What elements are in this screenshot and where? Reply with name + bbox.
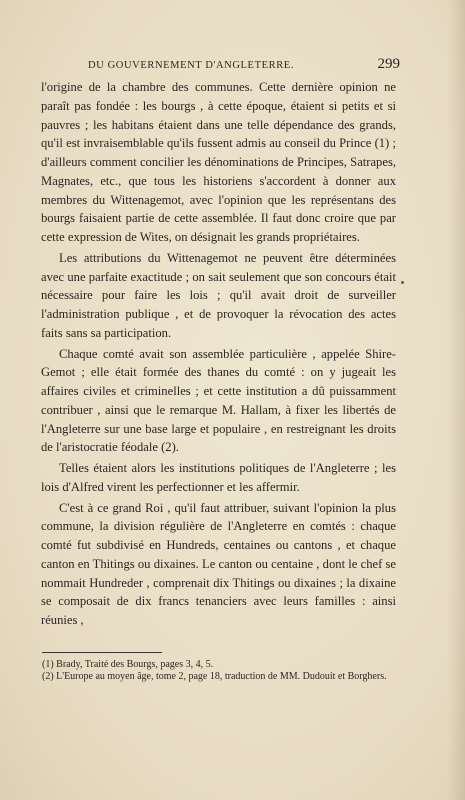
body-text bbox=[41, 78, 396, 630]
page-header bbox=[88, 56, 400, 73]
footnote: (1) Brady, Traité des Bourgs, pages 3, 4, 5. bbox=[42, 659, 214, 670]
footnote-rule bbox=[42, 652, 162, 653]
paragraph: Les attributions du Wittenagemot ne peuvent être déterminées avec une parfaite exactitude ; on sait seulement que son concours était nécessaire pour faire les lois ; qu'il avait droit de surveiller l'administration publique , et de provoquer la révocation des actes faits sans sa participation. bbox=[41, 250, 396, 340]
paragraph: Chaque comté avait son assemblée particulière , appelée Shire-Gemot ; elle était formée des thanes du comté : on y jugeait les affaires civiles et criminelles ; et cette institution a dû puissamment contribuer , ainsi que le remarque M. Hallam, à fixer les libertés de l'Angleterre sur une base large et populaire , en restreignant les droits de l'aristocratie féodale (2). bbox=[41, 346, 396, 455]
page-edge-shadow bbox=[447, 0, 465, 800]
footnotes bbox=[42, 659, 397, 682]
running-head: DU GOUVERNEMENT D'ANGLETERRE. bbox=[88, 60, 295, 71]
paragraph: Telles étaient alors les institutions politiques de l'Angleterre ; les lois d'Alfred virent les perfectionner et les affermir. bbox=[41, 461, 396, 494]
paragraph: l'origine de la chambre des communes. Cette dernière opinion ne paraît pas fondée : les bourgs , à cette époque, étaient si petits et si pauvres ; les habitans étaient dans une telle dépendance des grands, qu'il est invraisemblable qu'ils fussent admis au conseil du Prince (1) ; d'ailleurs comment concilier les dénominations de Principes, Satrapes, Magnates, etc., que tous les historiens s'accordent à donner aux membres du Wittenagemot, avec l'opinion que les représentans des bourgs faisaient partie de cette assemblée. Il faut donc croire que par cette expression de Wites, on désignait les grands propriétaires. bbox=[41, 80, 396, 244]
page-number: 299 bbox=[377, 56, 400, 72]
ink-speck bbox=[401, 281, 404, 284]
paragraph: C'est à ce grand Roi , qu'il faut attribuer, suivant l'opinion la plus commune, la division régulière de l'Angleterre en comtés : chaque comté fut subdivisé en Hundreds, centaines ou cantons , et chaque canton en Thitings ou dixaines. Le canton ou centaine , dont le chef se nommait Hundreder , comprenait dix Thitings ou dixaines ; la dixaine se composait de dix francs tenanciers avec leurs familles : ainsi réunies , bbox=[41, 500, 396, 627]
footnote: (2) L'Europe au moyen âge, tome 2, page 18, traduction de MM. Dudouit et Borghers. bbox=[42, 670, 387, 682]
